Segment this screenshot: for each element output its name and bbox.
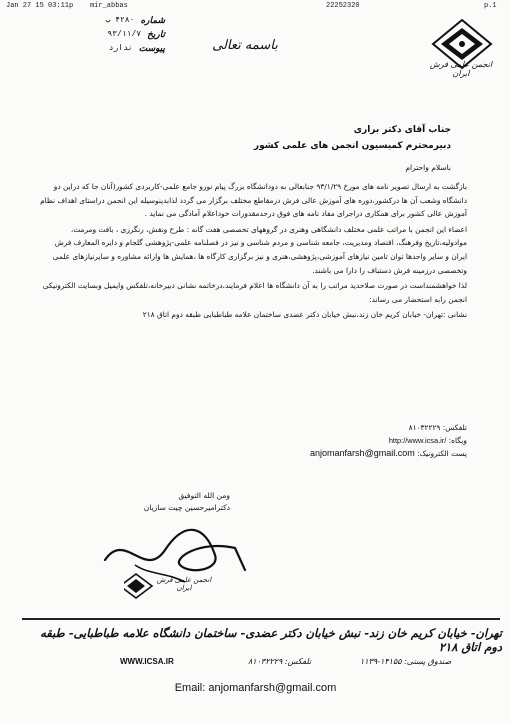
footer-divider [22, 618, 500, 620]
footer-website[interactable]: WWW.ICSA.IR [120, 657, 174, 666]
telfax-value: ۸۱۰۳۲۲۲۹ [408, 423, 441, 432]
closing-block [110, 490, 230, 514]
fax-transmission-header [6, 2, 505, 12]
attachment-value: ندارد [108, 44, 133, 53]
society-stamp [124, 566, 212, 606]
email-link[interactable]: anjomanfarsh@gmail.com [310, 448, 415, 459]
fax-number: 22252320 [326, 2, 360, 10]
attachment-label: پیوست [138, 44, 165, 54]
logo-caption: انجمن علمی فرش ایران [429, 60, 493, 78]
footer-telfax: تلفکس: ۸۱۰۳۲۲۲۹ [248, 657, 312, 666]
recipient-name: جناب آقای دکتر براری [353, 125, 451, 135]
stamp-text: انجمن علمی فرش ایران [156, 576, 212, 592]
closing-phrase: ومن الله التوفیق [178, 491, 230, 500]
bismillah-heading: باسمه تعالی [212, 38, 278, 53]
signatory-name: دکترامیرحسین چیت سازیان [143, 503, 230, 512]
fax-datetime: Jan 27 15 03:11p [6, 2, 74, 10]
date-label: تاریخ [147, 30, 165, 40]
footer-email[interactable]: Email: anjomanfarsh@gmail.com [174, 682, 337, 694]
body-paragraph-3: لذا خواهشمنداست در صورت صلاحدید مراتب را به آن دانشگاه ها اعلام فرمایند،درخاتمه نشانی دبیرخانه،تلفکس وایمیل وبسایت الکترونیکی انجمن رابه استحضار می رساند: [42, 281, 467, 304]
body-paragraph-1: بازگشت به ارسال تصویر نامه های مورخ ۹۳/۱/۲۹ جنابعالی به دودانشگاه بزرگ پیام نورو جامع علمی-کاربردی کشور(آنان جا که دراین دو دانشگاه وشعب آن ها درکشور،دوره های آموزش عالی فرش درمقاطع مختلف برگزار می گردد لذابدینوسیله این انجمن دراستای اهداف نظام آموزش عالی کشور برای همکاری دراجرای مفاد نامه های فوق درحدمقدورات خوداعلام آمادگی می نماید . [40, 182, 467, 219]
body-paragraph-2: اعضاء این انجمن با مراتب علمی مختلف دانشگاهی وهنری در گروههای تخصصی هفت گانه : طرح ونقش، رنگرزی ، بافت ومرمت، موادولیه،تاریخ وفرهنگ، اقتصاد ومدیریت، جامعه شناسی و مردم شناسی و نیز در فصلنامه علمی-پژوهشی گلجام و دایره المعارف فرش ایران و سایر واحدها توان تامین نیازهای آموزشی،پژوهشی،هنری و نیز برگزاری کارگاه ها ،همایش ها وارائه مشاوره و سایرنیازهای علمی وتخصصی درزمینه فرش دستباف را دارا می باشند. [52, 224, 467, 275]
number-label: شماره [140, 16, 165, 26]
letter-body [37, 180, 467, 324]
greeting: باسلام واحترام [405, 163, 451, 172]
footer-address: تهران- خیابان کریم خان زند- نبش خیابان دکتر عضدی- ساختمان دانشگاه علامه طباطبایی- طبقه دوم اتاق ۲۱۸ [40, 626, 502, 654]
footer-pobox: صندوق پستی: ۱۴۱۵۵-۱۱۳۹ [360, 657, 452, 666]
letter-metadata [55, 14, 165, 56]
recipient-block [91, 122, 451, 154]
email-label: پست الکترونیک: [417, 449, 467, 459]
recipient-title: دبیرمحترم کمیسیون انجمن های علمی کشور [253, 141, 451, 151]
date-value: ۹۳/۱۱/۷ [107, 30, 142, 39]
fax-page-number: p.1 [484, 2, 497, 10]
website-link[interactable]: http://www.icsa.ir/ [388, 435, 447, 445]
fax-sender: mir_abbas [90, 2, 128, 10]
website-label: وبگاه: [448, 435, 467, 445]
contact-block [37, 422, 467, 461]
telfax-label: تلفکس: [442, 423, 467, 432]
body-address: نشانی :تهران- خیابان کریم خان زند،نبش خیابان دکتر عضدی ساختمان علامه طباطبایی طبقه دوم اتاق ۲۱۸ [142, 310, 467, 320]
footer-contact-line [20, 657, 502, 671]
number-value: ۴۲۸۰ ب [105, 16, 135, 25]
